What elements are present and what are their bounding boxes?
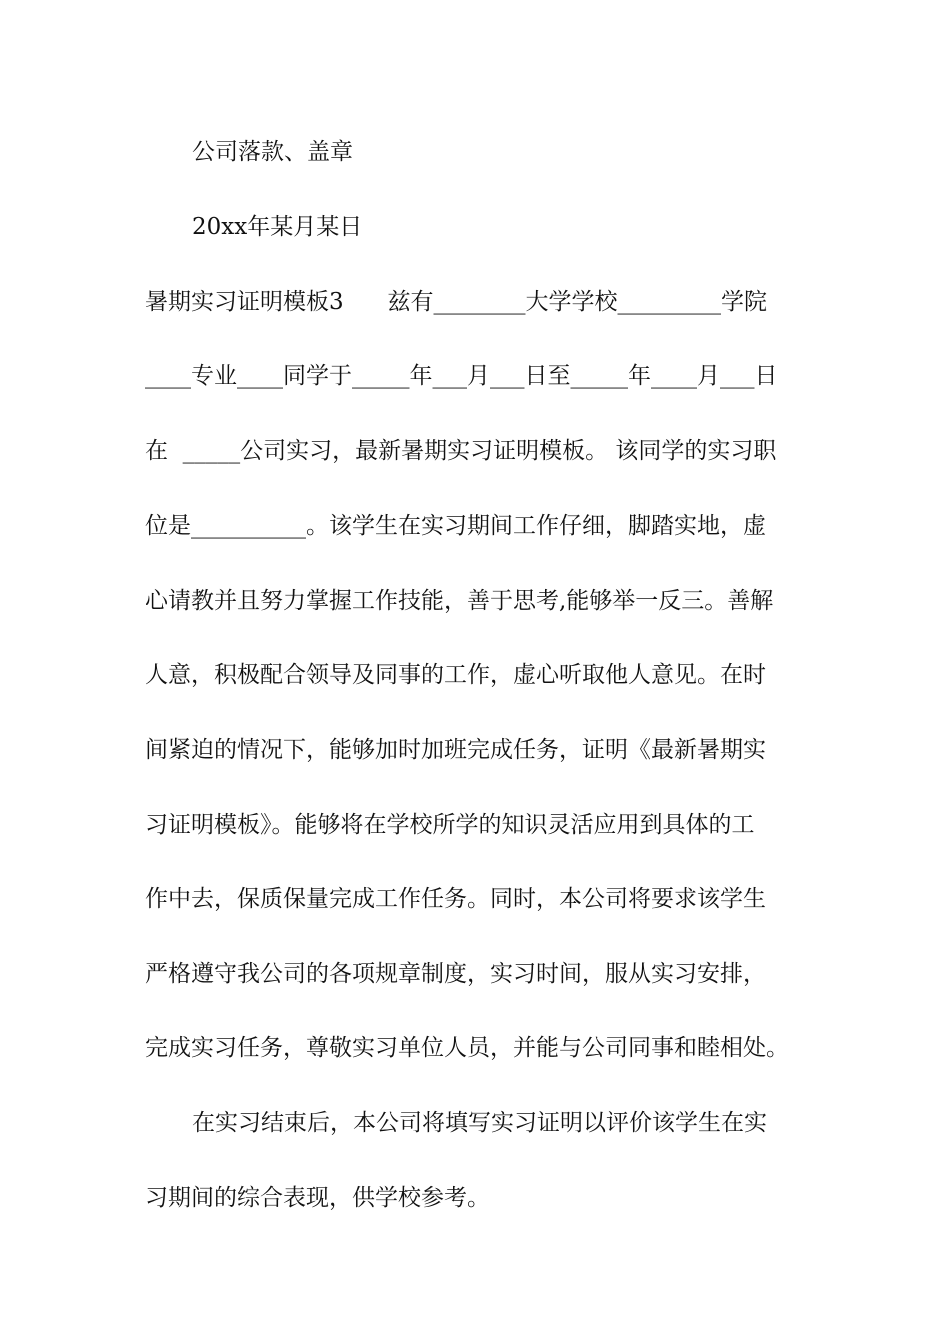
date-line: 20xx年某月某日 (192, 214, 363, 240)
body-line: 暑期实习证明模板3 兹有________大学学校_________学院 (145, 289, 767, 315)
body-line: 间紧迫的情况下，能够加时加班完成任务，证明《最新暑期实 (145, 737, 766, 763)
body-line: 心请教并且努力掌握工作技能，善于思考,能够举一反三。善解 (145, 588, 774, 614)
body-line: ____专业____同学于_____年___月___日至_____年____月___日 (145, 363, 778, 389)
body-line: 在 _____公司实习，最新暑期实习证明模板。 该同学的实习职 (145, 438, 777, 464)
body-line: 习期间的综合表现，供学校参考。 (145, 1185, 490, 1211)
body-line: 人意，积极配合领导及同事的工作，虚心听取他人意见。在时 (145, 662, 766, 688)
signature-line: 公司落款、盖章 (192, 139, 353, 165)
body-line: 严格遵守我公司的各项规章制度，实习时间，服从实习安排， (145, 961, 766, 987)
body-line: 习证明模板》。能够将在学校所学的知识灵活应用到具体的工 (145, 812, 755, 838)
body-line: 在实习结束后，本公司将填写实习证明以评价该学生在实 (192, 1110, 767, 1136)
body-line: 完成实习任务，尊敬实习单位人员，并能与公司同事和睦相处。 (145, 1035, 789, 1061)
body-line: 作中去，保质保量完成工作任务。同时，本公司将要求该学生 (145, 886, 766, 912)
body-line: 位是__________。该学生在实习期间工作仔细，脚踏实地，虚 (145, 513, 766, 539)
